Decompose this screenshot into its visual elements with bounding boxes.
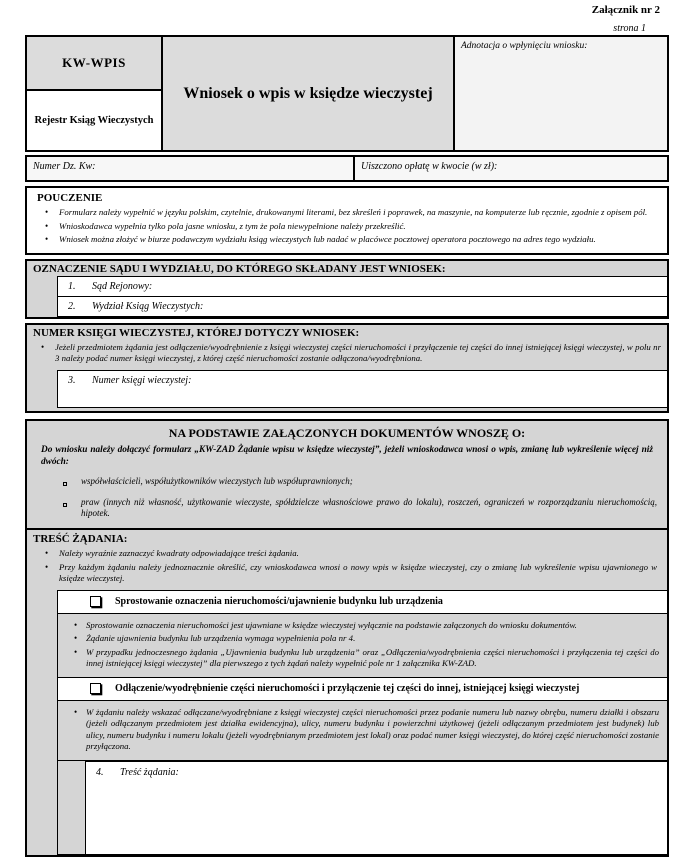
- option-note: • Żądanie ujawnienia budynku lub urządzenia wymaga wypełnienia pola nr 4.: [74, 633, 356, 644]
- documents-section: [27, 421, 667, 528]
- register-name: Rejestr Ksiąg Wieczystych: [27, 91, 161, 150]
- documents-item: współwłaścicieli, współużytkowników wieczystych lub współuprawnionych;: [63, 476, 657, 490]
- field-label: Wydział Ksiąg Wieczystych:: [92, 301, 204, 313]
- field-sad-rejonowy[interactable]: [58, 277, 667, 296]
- request-field-wrap: [58, 761, 667, 854]
- checkbox-icon[interactable]: [90, 596, 101, 607]
- option-odlaczenie[interactable]: [58, 678, 667, 701]
- field-wydzial-ksiag[interactable]: [58, 296, 667, 316]
- bullet-icon: •: [45, 561, 49, 572]
- form-header: [25, 35, 669, 152]
- bullet-icon: •: [74, 633, 78, 644]
- checkbox-icon[interactable]: [90, 683, 101, 694]
- option-notes: [58, 701, 667, 761]
- pouczenie-title: POUCZENIE: [37, 192, 103, 204]
- case-number-cell[interactable]: [27, 157, 355, 180]
- kw-number-section: [25, 323, 669, 413]
- annotation-cell[interactable]: [455, 37, 667, 150]
- case-number-label: Numer Dz. Kw:: [33, 161, 96, 172]
- form-code: KW-WPIS: [27, 37, 161, 91]
- request-bullet: • Należy wyraźnie zaznaczyć kwadraty odpowiadające treści żądania.: [45, 548, 299, 559]
- bullet-icon: •: [74, 706, 78, 717]
- option-note: • Sprostowanie oznaczenia nieruchomości jest ujawniane w księdze wieczystej wyłącznie na podstawie załączonych do wniosku dokumentów.: [74, 619, 577, 630]
- field-number: 3.: [68, 374, 76, 386]
- court-section: [25, 259, 669, 319]
- fee-label: Uiszczono opłatę w kwocie (w zł):: [361, 161, 498, 172]
- pouczenie-bullet: • Wnioskodawca wypełnia tylko pola jasne wniosku, z tym że pola niewypełnione należy przekreślić.: [45, 220, 406, 231]
- field-numer-ksiegi[interactable]: [58, 371, 667, 407]
- field-number: 4.: [96, 766, 104, 778]
- page-number: strona 1: [613, 23, 646, 34]
- request-options-box: [57, 590, 667, 855]
- request-section: [27, 528, 667, 855]
- field-label: Sąd Rejonowy:: [92, 281, 153, 293]
- request-bullet: • Przy każdym żądaniu należy jednoznacznie określić, czy wnioskodawca wnosi o nowy wpis w księdze wieczystej, czy o zmianę lub wykreślenie wpisu ujawnionego w księdze wieczystej.: [45, 561, 657, 584]
- field-number: 1.: [68, 281, 76, 293]
- bullet-icon: •: [45, 207, 49, 217]
- pouczenie-section: [25, 186, 669, 255]
- form-header-left: [27, 37, 163, 150]
- documents-title: NA PODSTAWIE ZAŁĄCZONYCH DOKUMENTÓW WNOSZĘ O:: [168, 425, 526, 440]
- field-label: Numer księgi wieczystej:: [92, 374, 192, 386]
- field-number: 2.: [68, 301, 76, 313]
- bullet-icon: •: [41, 342, 45, 353]
- court-fields: [57, 276, 667, 317]
- annotation-label: Adnotacja o wpłynięciu wniosku:: [461, 41, 588, 51]
- court-section-title: OZNACZENIE SĄDU I WYDZIAŁU, DO KTÓREGO SKŁADANY JEST WNIOSEK:: [33, 263, 446, 276]
- bullet-icon: •: [45, 548, 49, 559]
- option-notes: [58, 614, 667, 678]
- field-label: Treść żądania:: [120, 766, 179, 778]
- field-tresc-zadania[interactable]: [85, 761, 667, 854]
- documents-item: praw (innych niż własność, użytkowanie wieczyste, spółdzielcze własnościowe prawo do lokalu), roszczeń, ograniczeń w rozporządzaniu nieruchomością, hipotek.: [63, 497, 657, 520]
- option-sprostowanie[interactable]: [58, 591, 667, 614]
- attachment-label: Załącznik nr 2: [591, 4, 660, 16]
- kw-number-fieldbox: [57, 370, 667, 408]
- form-title: Wniosek o wpis w księdze wieczystej: [163, 37, 455, 150]
- request-head: [27, 530, 667, 590]
- option-note: • W żądaniu należy wskazać odłączane/wyodrębniane z księgi wieczystej części nieruchomości przez podanie numeru lub nazwy obrębu, numeru działki i obszaru (jeżeli odłączanym przedmiotem jest działka ewidencyjna), ulicy, numeru budynku i powierzchni użytkowej (jeżeli odłączanym przedmiotem jest budynek) lub ulicy, numeru budynku i numeru lokalu (jeżeli wyodrębnianym przedmiotem jest lokal) oraz podać numer księgi wieczystej, do której część nieruchomości zostanie przyłączona.: [74, 706, 659, 752]
- request-title: TREŚĆ ŻĄDANIA:: [33, 533, 128, 546]
- pouczenie-bullet: • Formularz należy wypełnić w języku polskim, czytelnie, drukowanymi literami, bez skreśleń i poprawek, na maszynie, na komputerze lub ręcznie, zgodnie z opisem pól.: [45, 207, 648, 217]
- pouczenie-bullets: [31, 207, 663, 246]
- bullet-icon: •: [45, 234, 49, 245]
- main-request-section: [25, 419, 669, 857]
- option-note: • W przypadku jednoczesnego żądania „Ujawnienia budynku lub urządzenia” oraz „Odłączenia/wyodrębnienia części nieruchomości i przyłączenia tej części do innej istniejącej księgi wieczystej” dla pierwszego z tych żądań należy wypełnić pole nr 1 załącznika KW-ZAD.: [74, 647, 659, 669]
- fee-cell[interactable]: [355, 157, 667, 180]
- form-content: [25, 35, 669, 857]
- bullet-icon: •: [74, 619, 78, 630]
- kw-number-title: NUMER KSIĘGI WIECZYSTEJ, KTÓREJ DOTYCZY WNIOSEK:: [33, 327, 360, 340]
- square-bullet-icon: [63, 476, 81, 490]
- option-label: Sprostowanie oznaczenia nieruchomości/ujawnienie budynku lub urządzenia: [115, 595, 443, 607]
- kw-number-note: • Jeżeli przedmiotem żądania jest odłączenie/wyodrębnienie z księgi wieczystej części nieruchomości i przyłączenie tej części do innej istniejącej księgi wieczystej, w polu nr 3 należy podać numer księgi wieczystej, z której część nieruchomości zostanie odłączona/wyodrębniona.: [41, 342, 661, 364]
- bullet-icon: •: [74, 647, 78, 658]
- documents-intro: Do wniosku należy dołączyć formularz „KW-ZAD Żądanie wpisu w księdze wieczystej”, jeżeli wnioskodawca wnosi o wpis, zmianę lub wykreślenie więcej niż dwóch:: [41, 444, 653, 467]
- meta-row: [25, 155, 669, 182]
- square-bullet-icon: [63, 497, 81, 520]
- pouczenie-bullet: • Wniosek można złożyć w biurze podawczym wydziału ksiąg wieczystych lub nadać w placówce pocztowej operatora pocztowego na adres tego wydziału.: [45, 234, 596, 245]
- bullet-icon: •: [45, 220, 49, 231]
- option-label: Odłączenie/wyodrębnienie części nieruchomości i przyłączenie tej części do innej, istniejącej księgi wieczystej: [115, 682, 580, 694]
